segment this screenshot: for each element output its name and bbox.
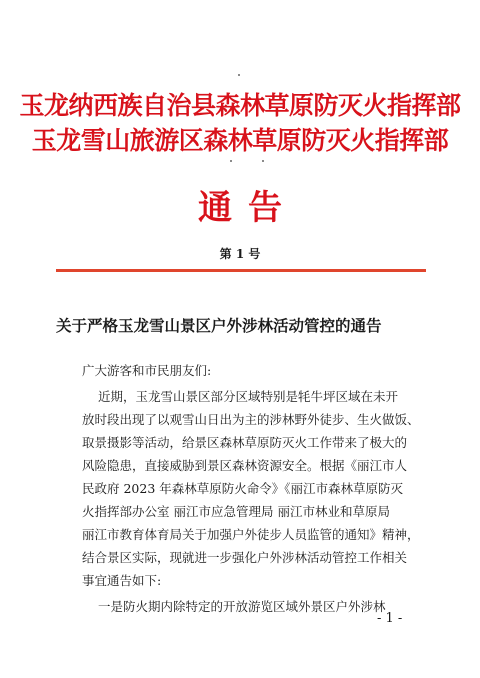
issuing-org-line-1: 玉龙纳西族自治县森林草原防灭火指挥部 [19,91,461,120]
scan-speck [230,160,232,162]
body-line: 放时段出现了以观雪山日出为主的涉林野外徒步、生火做饭、 [82,412,420,427]
issuing-org-line-2: 玉龙雪山旅游区森林草原防灭火指挥部 [31,126,449,155]
body-line: 丽江市教育体育局关于加强户外徒步人员监管的通知》精神， [82,527,420,542]
body-line: 结合景区实际，现就进一步强化户外涉林活动管控工作相关 [82,550,408,565]
scan-speck [262,160,264,162]
page-number: - 1 - [377,611,403,626]
notice-heading: 关于严格玉龙雪山景区户外涉林活动管控的通告 [56,316,382,335]
document-number: 第 1 号 [219,247,261,261]
red-divider-line [56,269,426,272]
document-type-title: 通告 [198,188,298,228]
notice-greeting: 广大游客和市民朋友们: [82,363,212,378]
body-line: 民政府 2023 年森林草原防火命令》《丽江市森林草原防灭 [82,481,404,496]
scan-speck [238,74,240,76]
body-line: 取景摄影等活动，给景区森林草原防灭火工作带来了极大的 [82,435,408,450]
body-line: 事宜通告如下: [82,573,162,588]
body-line: 火指挥部办公室 丽江市应急管理局 丽江市林业和草原局 [82,504,390,519]
body-line: 近期，玉龙雪山景区部分区域特别是牦牛坪区域在未开 [98,389,399,404]
body-line: 一是防火期内除特定的开放游览区域外景区户外涉林 [98,599,386,614]
body-line: 风险隐患，直接威胁到景区森林资源安全。根据《丽江市人 [82,458,408,473]
